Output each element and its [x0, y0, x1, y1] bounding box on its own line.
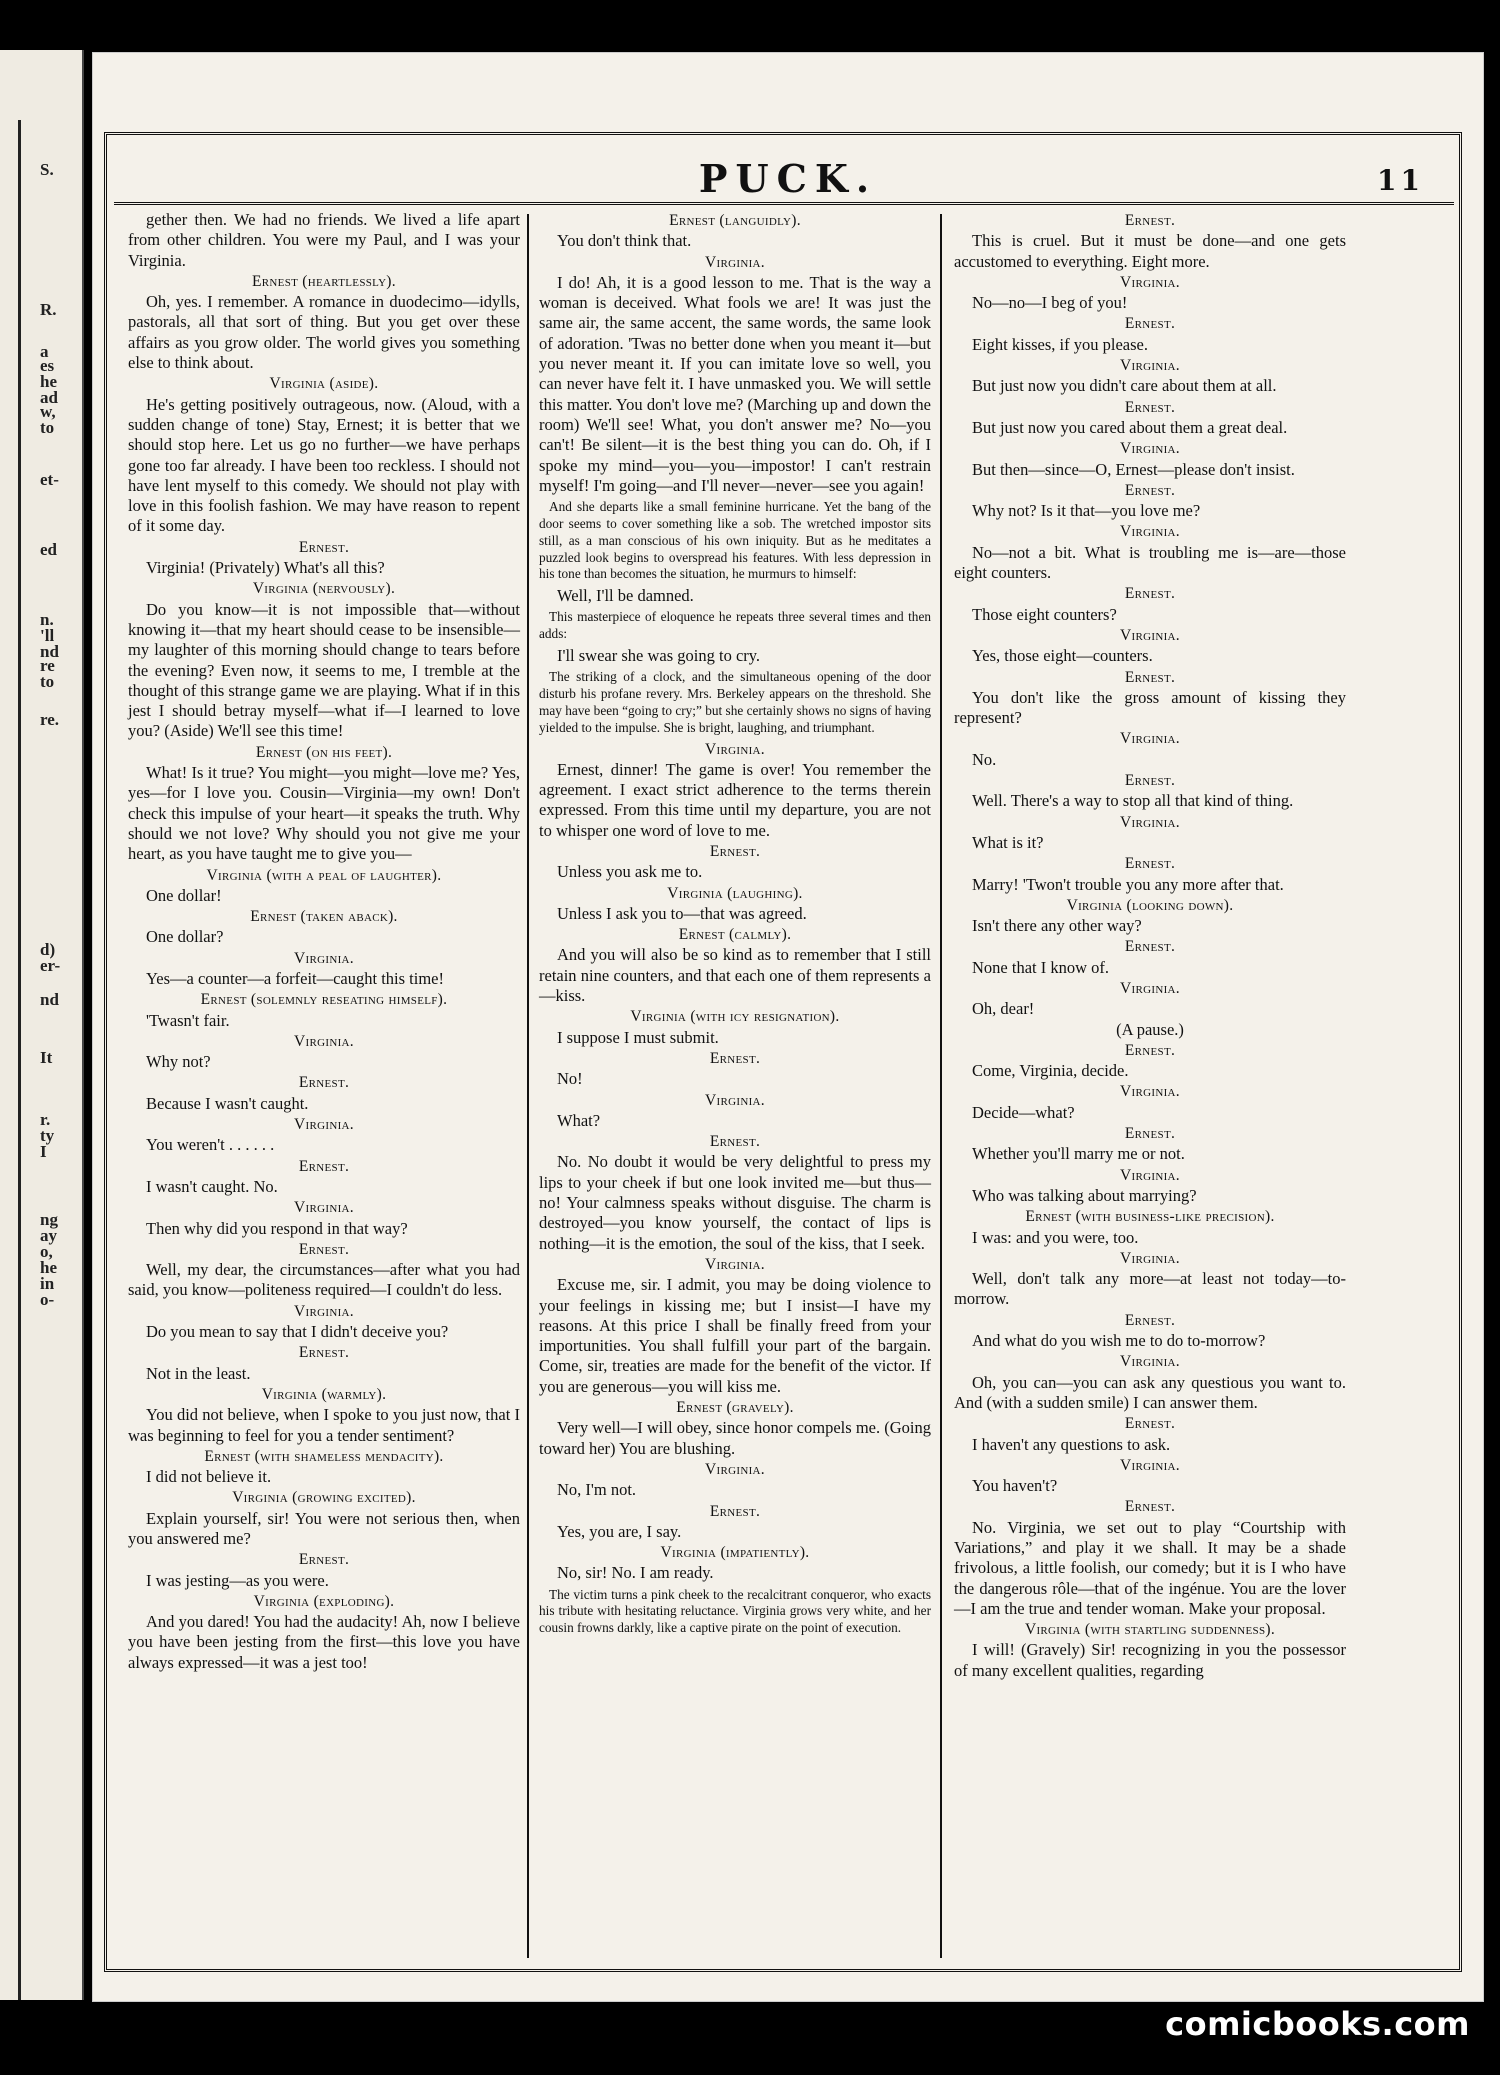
text-column-3: [954, 210, 1346, 1681]
previous-page-fragment: ng: [40, 1210, 58, 1229]
speaker-heading: Ernest.: [1124, 1125, 1176, 1143]
speaker-heading: Virginia.: [1120, 1249, 1180, 1267]
dialogue-line: I did not believe it.: [146, 1467, 272, 1487]
watermark: comicbooks.com: [1165, 2005, 1470, 2043]
dialogue-line: I do! Ah, it is a good lesson to me. That is the way a woman is deceived. What fools we are! It was just the same air, the same accent, the same words, the same look of adoration. 'Twas no better done when you meant it—but you never meant it. If you can imitate love so well, you can never have felt it. I have unmasked you. We will settle this matter. You don't love me? (Marching up and down the room) We'll see! What, you don't answer me? No—you can't! Be silent—it is the best thing you can do. Oh, if I spoke my mind—you—you—impostor! I can't restrain myself! I'm going—and I'll never—never—see you again!: [539, 272, 931, 495]
dialogue-line: Not in the least.: [146, 1363, 251, 1383]
dialogue-line: None that I know of.: [972, 957, 1110, 977]
speaker-heading: Ernest.: [1124, 1311, 1176, 1329]
previous-page-fragment: o,: [40, 1242, 53, 1261]
dialogue-line: You don't like the gross amount of kissing they represent?: [954, 687, 1346, 728]
speaker-heading: Ernest.: [298, 1240, 350, 1258]
previous-page-fragment: es: [40, 356, 55, 375]
dialogue-line: Very well—I will obey, since honor compels me. (Going toward her) You are blushing.: [539, 1418, 931, 1458]
speaker-heading: Ernest (solemnly reseating himself).: [200, 991, 448, 1009]
previous-page-fragment: a: [40, 342, 49, 361]
previous-page-fragment: re: [40, 656, 55, 675]
previous-page-fragment: n.: [40, 610, 54, 629]
speaker-heading: Ernest (taken aback).: [250, 908, 398, 926]
speaker-heading: Virginia.: [294, 1032, 354, 1050]
previous-page-fragment: I: [40, 1142, 47, 1161]
speaker-heading: Virginia.: [294, 1302, 354, 1320]
stage-direction: And she departs like a small feminine hurricane. Yet the bang of the door seems to cover something like a sob. The wretched impostor sits still, as a man conscious of his own iniquity. But as he meditates a puzzled look begins to overspread his features. With less depression in his tone than becomes the situation, he murmurs to himself:: [539, 499, 931, 582]
speaker-heading: Ernest.: [709, 1049, 761, 1067]
text-column-1: [128, 210, 520, 1673]
speaker-heading: Ernest.: [298, 538, 350, 556]
dialogue-line: No, I'm not.: [557, 1480, 637, 1500]
speaker-heading: Ernest (gravely).: [676, 1399, 794, 1417]
dialogue-line: Those eight counters?: [972, 604, 1117, 624]
previous-page-fragment: he: [40, 372, 57, 391]
dialogue-line: What is it?: [972, 832, 1044, 852]
previous-page-edge: [0, 50, 84, 2000]
dialogue-line: One dollar!: [146, 885, 222, 905]
previous-page-fragment: ed: [40, 540, 57, 559]
page-title: PUCK.: [698, 156, 878, 201]
stage-direction: This masterpiece of eloquence he repeats three several times and then adds:: [539, 609, 931, 642]
dialogue-line: Well. There's a way to stop all that kind of thing.: [972, 791, 1294, 811]
speaker-heading: Ernest (calmly).: [678, 926, 792, 944]
dialogue-line: Decide—what?: [972, 1102, 1075, 1122]
speaker-heading: Virginia (with icy resignation).: [630, 1008, 840, 1026]
dialogue-line: I was jesting—as you were.: [146, 1570, 329, 1590]
previous-page-fragment: re.: [40, 710, 60, 729]
dialogue-line: No—no—I beg of you!: [972, 293, 1128, 313]
previous-page-fragment: nd: [40, 990, 59, 1009]
speaker-heading: Virginia.: [1120, 1456, 1180, 1474]
dialogue-line: But just now you didn't care about them at all.: [972, 376, 1277, 396]
dialogue-line: Oh, dear!: [972, 999, 1035, 1019]
dialogue-line: And you will also be so kind as to remember that I still retain nine counters, and that each one of them represents a—kiss.: [539, 945, 931, 1006]
speaker-heading: Ernest.: [298, 1157, 350, 1175]
dialogue-line: Why not?: [146, 1052, 211, 1072]
dialogue-line: You weren't . . . . . .: [146, 1135, 275, 1155]
dialogue-line: Marry! 'Twon't trouble you any more after that.: [972, 874, 1284, 894]
dialogue-line: Ernest, dinner! The game is over! You remember the agreement. I exact strict adherence to the terms therein expressed. From this time until my departure, you are not to whisper one word of love to me.: [539, 759, 931, 840]
magazine-page: [92, 52, 1484, 2002]
previous-page-column-rule: [0, 120, 21, 2000]
header-rule: [114, 202, 1454, 205]
speaker-heading: Virginia.: [294, 949, 354, 967]
dialogue-line: But just now you cared about them a great deal.: [972, 417, 1288, 437]
speaker-heading: Ernest (heartlessly).: [252, 272, 396, 290]
speaker-heading: Ernest.: [1124, 1041, 1176, 1059]
dialogue-line: But then—since—O, Ernest—please don't insist.: [972, 459, 1295, 479]
speaker-heading: Ernest (languidly).: [669, 212, 801, 229]
speaker-heading: Ernest.: [298, 1344, 350, 1362]
speaker-heading: Virginia.: [1120, 523, 1180, 541]
dialogue-line: No, sir! No. I am ready.: [557, 1563, 714, 1583]
previous-page-fragment: ay: [40, 1226, 57, 1245]
speaker-heading: Ernest.: [709, 843, 761, 860]
speaker-heading: Ernest.: [1124, 212, 1176, 229]
dialogue-line: 'Twasn't fair.: [146, 1010, 230, 1030]
speaker-heading: Virginia.: [1120, 1166, 1180, 1184]
dialogue-line: I haven't any questions to ask.: [972, 1434, 1171, 1454]
dialogue-line: Why not? Is it that—you love me?: [972, 501, 1201, 521]
dialogue-line: I'll swear she was going to cry.: [557, 646, 761, 666]
dialogue-line: Explain yourself, sir! You were not serious then, when you answered me?: [128, 1508, 520, 1548]
dialogue-line: Unless you ask me to.: [557, 862, 703, 882]
previous-page-fragment: he: [40, 1258, 57, 1277]
dialogue-line: I will! (Gravely) Sir! recognizing in you the possessor of many excellent qualities, regarding: [954, 1640, 1346, 1680]
speaker-heading: Virginia.: [1120, 626, 1180, 644]
speaker-heading: Ernest (on his feet).: [255, 743, 393, 761]
previous-page-fragment: It: [40, 1048, 53, 1067]
speaker-heading: Virginia (with startling suddenness).: [1024, 1621, 1276, 1639]
dialogue-line: What! Is it true? You might—you might—love me? Yes, yes—for I love you. Cousin—Virginia—my own! Don't check this impulse of your heart—it speaks the truth. Why should we not love? Why should you not give me your heart, as you have taught me to give you—: [128, 763, 520, 864]
dialogue-line: Virginia! (Privately) What's all this?: [146, 558, 385, 578]
dialogue-line: No. No doubt it would be very delightful to press my lips to your cheek if but one look invited me—but thus—no! Your calmness speaks without disguise. The charm is destroyed—you know yourself, the contact of lips is nothing—it is the emotion, the soul of the kiss, that I seek.: [539, 1152, 931, 1253]
speaker-heading: Ernest.: [1124, 1415, 1176, 1433]
dialogue-line: Yes, you are, I say.: [557, 1521, 682, 1541]
speaker-heading: Ernest.: [709, 1502, 761, 1520]
previous-page-fragment: r.: [40, 1110, 51, 1129]
dialogue-line: Excuse me, sir. I admit, you may be doing violence to your feelings in kissing me; but I insist—I have my reasons. At this price I shall be finally freed from your importunities. You shall fulfill your part of the bargain. Come, sir, treaties are made for the benefit of the victor. If you are generous—you will kiss me.: [539, 1275, 931, 1396]
previous-page-fragment: R.: [40, 300, 57, 319]
dialogue-line: And you dared! You had the audacity! Ah, now I believe you have been jesting from the first—this love you have always expressed—it was a jest too!: [128, 1612, 520, 1672]
speaker-heading: Virginia.: [1120, 1083, 1180, 1101]
dialogue-line: I suppose I must submit.: [557, 1027, 719, 1047]
speaker-heading: Virginia.: [1120, 1353, 1180, 1371]
dialogue-line: No!: [557, 1069, 583, 1089]
dialogue-line: This is cruel. But it must be done—and one gets accustomed to everything. Eight more.: [954, 231, 1346, 271]
previous-page-fragment: to: [40, 418, 55, 437]
speaker-heading: Virginia.: [705, 253, 765, 271]
speaker-heading: Virginia (impatiently).: [660, 1544, 810, 1562]
column-rule: [940, 214, 942, 1958]
speaker-heading: Virginia.: [294, 1116, 354, 1134]
speaker-heading: Ernest (with business-like precision).: [1025, 1208, 1275, 1226]
speaker-heading: Virginia (looking down).: [1066, 896, 1234, 914]
speaker-heading: Virginia (laughing).: [667, 884, 803, 902]
dialogue-line: Whether you'll marry me or not.: [972, 1144, 1185, 1164]
dialogue-line: Yes, those eight—counters.: [972, 646, 1153, 666]
previous-page-fragment: nd: [40, 642, 59, 661]
speaker-heading: Ernest (with shameless mendacity).: [204, 1447, 444, 1465]
speaker-heading: Ernest.: [1124, 772, 1176, 790]
speaker-heading: Virginia.: [705, 1255, 765, 1273]
previous-page-fragment: 'll: [40, 626, 55, 645]
dialogue-line: You haven't?: [972, 1476, 1058, 1496]
previous-page-fragment: ty: [40, 1126, 55, 1145]
speaker-heading: Virginia.: [1120, 440, 1180, 458]
dialogue-line: Oh, yes. I remember. A romance in duodecimo—idylls, pastorals, all that sort of thing. But you get over these affairs as you grow older. The world gives you something else to think about.: [128, 292, 520, 373]
speaker-heading: Virginia.: [705, 1460, 765, 1478]
dialogue-line: What?: [557, 1110, 601, 1130]
text-column-2: [539, 210, 931, 1640]
speaker-heading: Virginia.: [1120, 273, 1180, 291]
speaker-heading: Ernest.: [1124, 481, 1176, 499]
previous-page-fragment: w,: [40, 402, 56, 421]
previous-page-fragment: d): [40, 940, 56, 959]
dialogue-line: You don't think that.: [557, 231, 692, 251]
dialogue-line: He's getting positively outrageous, now. (Aloud, with a sudden change of tone) Stay, Ernest; it is better that we should stop here. Let us go no further—we have perhaps gone too far already. I have been too reckless. I should not have lent myself to this comedy. We should not play with love in this foolish fashion. We may have reason to repent of it some day.: [128, 394, 520, 536]
speaker-heading: Virginia.: [1120, 813, 1180, 831]
speaker-heading: Virginia.: [705, 740, 765, 758]
speaker-heading: Virginia.: [705, 1091, 765, 1109]
dialogue-line: One dollar?: [146, 927, 224, 947]
stage-direction: (A pause.): [1116, 1019, 1184, 1039]
speaker-heading: Virginia (warmly).: [261, 1385, 387, 1403]
stage-direction: The striking of a clock, and the simultaneous opening of the door disturb his profane revery. Mrs. Berkeley appears on the threshold. She may have been “going to cry;” but she certainly shows no signs of having yielded to the impulse. She is bright, laughing, and triumphant.: [539, 669, 931, 735]
speaker-heading: Virginia.: [1120, 979, 1180, 997]
dialogue-line: Unless I ask you to—that was agreed.: [557, 903, 807, 923]
dialogue-line: Oh, you can—you can ask any questious you want to. And (with a sudden smile) I can answer them.: [954, 1372, 1346, 1412]
previous-page-fragment: er-: [40, 956, 61, 975]
dialogue-line: Because I wasn't caught.: [146, 1093, 309, 1113]
speaker-heading: Ernest.: [298, 1074, 350, 1092]
dialogue-line: Do you mean to say that I didn't deceive you?: [146, 1322, 449, 1342]
previous-page-fragment: S.: [40, 160, 54, 179]
speaker-heading: Virginia.: [1120, 357, 1180, 375]
dialogue-line: Yes—a counter—a forfeit—caught this time!: [146, 968, 444, 988]
speaker-heading: Ernest.: [1124, 668, 1176, 686]
speaker-heading: Ernest.: [1124, 315, 1176, 333]
previous-page-fragment: ad: [40, 388, 58, 407]
dialogue-line: Well, I'll be damned.: [557, 586, 694, 606]
dialogue-line: No—not a bit. What is troubling me is—are—those eight counters.: [954, 542, 1346, 583]
dialogue-line: Who was talking about marrying?: [972, 1185, 1197, 1205]
dialogue-line: Come, Virginia, decide.: [972, 1061, 1129, 1081]
speaker-heading: Virginia (with a peal of laughter).: [206, 866, 442, 884]
dialogue-line: And what do you wish me to do to-morrow?: [972, 1331, 1266, 1351]
dialogue-line: I was: and you were, too.: [972, 1227, 1139, 1247]
speaker-heading: Virginia (growing excited).: [232, 1489, 416, 1507]
speaker-heading: Ernest.: [1124, 398, 1176, 416]
speaker-heading: Virginia.: [294, 1199, 354, 1217]
dialogue-line: I wasn't caught. No.: [146, 1176, 278, 1196]
column-rule: [527, 214, 529, 1958]
dialogue-line: Well, my dear, the circumstances—after what you had said, you know—politeness required—I couldn't do less.: [128, 1260, 520, 1300]
previous-page-fragment: to: [40, 672, 55, 691]
previous-page-fragment: et-: [40, 470, 59, 489]
dialogue-line: No.: [972, 749, 997, 769]
previous-page-fragment: in: [40, 1274, 55, 1293]
dialogue-line: Well, don't talk any more—at least not today—to-morrow.: [954, 1269, 1346, 1309]
speaker-heading: Virginia (nervously).: [252, 580, 396, 598]
speaker-heading: Ernest.: [1124, 938, 1176, 956]
dialogue-line: Isn't there any other way?: [972, 916, 1142, 936]
dialogue-line: No. Virginia, we set out to play “Courtship with Variations,” and play it we shall. It may be a shade frivolous, a little foolish, our comedy; but it is I who have the dangerous rôle—that of the ingénue. You are the lover—I am the true and tender woman. Make your proposal.: [954, 1517, 1346, 1618]
dialogue-line: gether then. We had no friends. We lived a life apart from other children. You were my Paul, and I was your Virginia.: [128, 210, 520, 270]
speaker-heading: Ernest.: [1124, 585, 1176, 603]
stage-direction: The victim turns a pink cheek to the recalcitrant conqueror, who exacts his tribute with hesitating reluctance. Virginia grows very white, and her cousin frowns darkly, like a captive pirate on the point of execution.: [539, 1586, 931, 1636]
speaker-heading: Virginia (aside).: [269, 375, 379, 393]
speaker-heading: Ernest.: [298, 1551, 350, 1569]
speaker-heading: Ernest.: [709, 1133, 761, 1151]
dialogue-line: Eight kisses, if you please.: [972, 334, 1148, 354]
dialogue-line: You did not believe, when I spoke to you just now, that I was beginning to feel for you a tender sentiment?: [128, 1405, 520, 1445]
previous-page-fragment: o-: [40, 1290, 55, 1309]
page-number: 11: [1377, 164, 1424, 197]
speaker-heading: Virginia.: [1120, 730, 1180, 748]
speaker-heading: Ernest.: [1124, 855, 1176, 873]
speaker-heading: Ernest.: [1124, 1498, 1176, 1516]
dialogue-line: Then why did you respond in that way?: [146, 1218, 408, 1238]
speaker-heading: Virginia (exploding).: [253, 1592, 395, 1610]
dialogue-line: Do you know—it is not impossible that—without knowing it—that my heart should cease to be insensible—my laughter of this morning should change to tears before the evening? Even now, it seems to me, I tremble at the thought of this strange game we are playing. What if in this jest I should betray myself—what if—I learned to love you? (Aside) We'll see this time!: [128, 599, 520, 741]
